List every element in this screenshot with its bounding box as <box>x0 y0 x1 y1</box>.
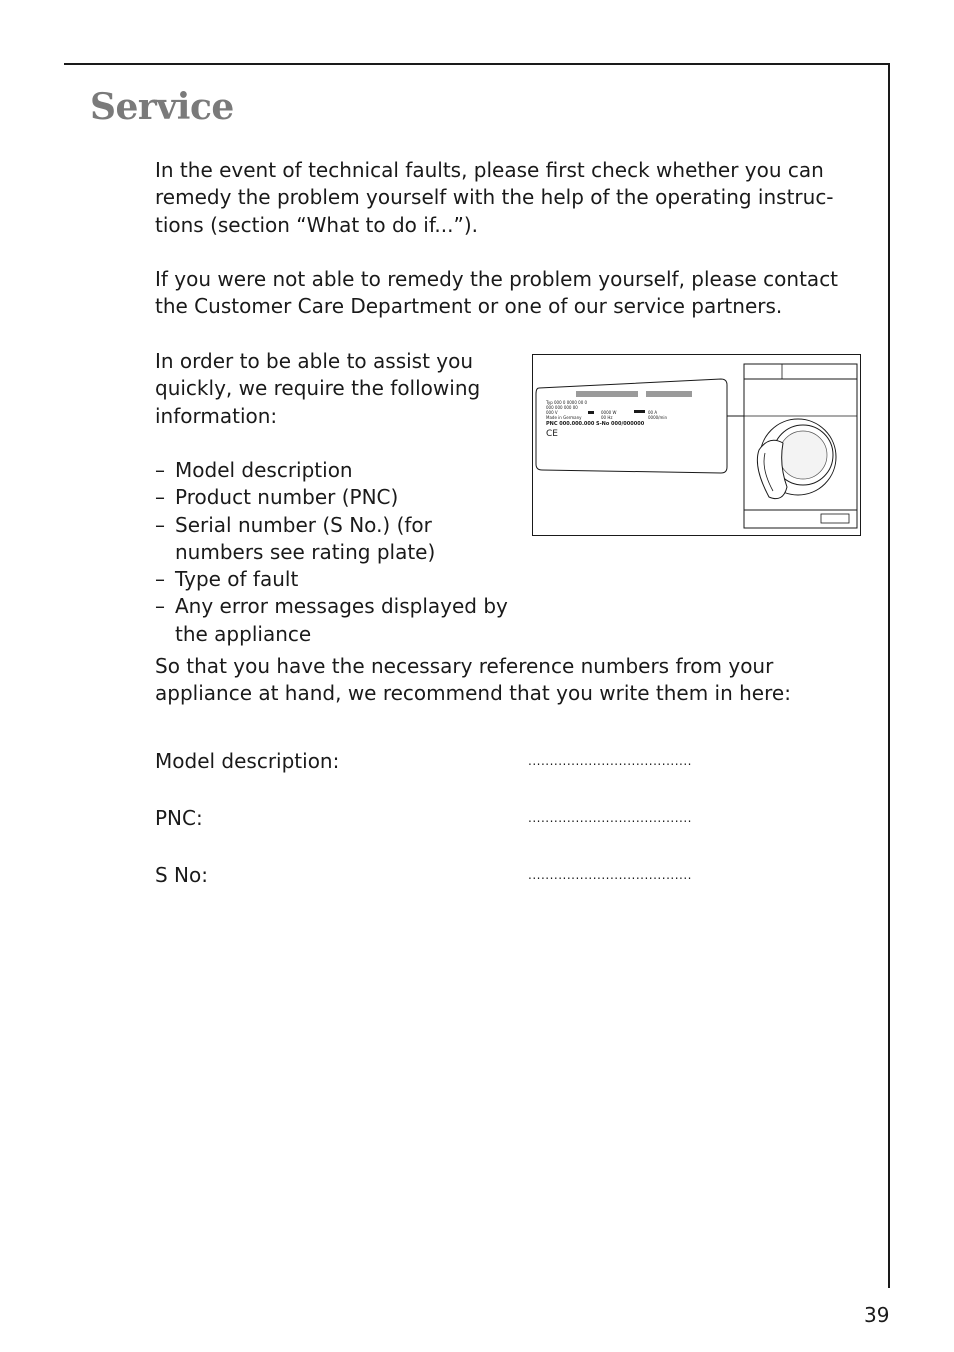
page-title: Service <box>90 86 234 128</box>
model-description-label: Model description: <box>155 749 340 773</box>
plate-text: 00 Hz <box>601 415 613 420</box>
plate-text: 000 V <box>546 410 558 415</box>
plate-text: Made in Germany <box>546 415 582 420</box>
reference-paragraph: So that you have the necessary reference numbers from your appliance at hand, we recommend that you write them in here: <box>155 654 791 706</box>
list-item: – Product number (PNC) <box>155 484 515 511</box>
list-item: – Model description <box>155 457 515 484</box>
door-glass <box>779 431 827 479</box>
plate-text: 000 000 000 00 <box>546 405 578 410</box>
list-item: – Any error messages displayed by the appliance <box>155 593 515 648</box>
top-rule <box>64 63 890 65</box>
intro-paragraph: In the event of technical faults, please first check whether you can remedy the problem yourself with the help of the operating instruc-tions (section “What to do if...”). <box>155 158 834 237</box>
label-bar <box>576 391 638 397</box>
list-item: – Type of fault <box>155 566 515 593</box>
sno-blank: ...................................... <box>528 868 692 882</box>
filter-flap <box>821 514 849 523</box>
plate-sno: S-No 000/000000 <box>596 421 645 427</box>
info-request-paragraph: In order to be able to assist you quickly, we require the following information: <box>155 349 481 428</box>
plate-text: 0000/min <box>648 415 668 420</box>
sno-label: S No: <box>155 863 208 887</box>
page-number: 39 <box>864 1303 890 1327</box>
pnc-label: PNC: <box>155 806 203 830</box>
plate-symbol <box>634 410 645 413</box>
plate-text: 0000 W <box>601 410 617 415</box>
label-bar <box>646 391 692 397</box>
contact-paragraph: If you were not able to remedy the problem yourself, please contact the Customer Care Department or one of our service partners. <box>155 267 839 319</box>
plate-text: 00 A <box>648 410 658 415</box>
rating-plate-illustration <box>533 355 862 537</box>
plate-symbol <box>588 411 594 414</box>
required-info-list <box>155 457 515 648</box>
pnc-blank: ...................................... <box>528 811 692 825</box>
plate-pnc: PNC 000.000.000 <box>546 421 595 427</box>
right-rule <box>888 63 890 1288</box>
rating-plate-figure <box>532 354 861 536</box>
model-description-blank: ...................................... <box>528 754 692 768</box>
ce-mark: CE <box>546 429 558 439</box>
plate-text: Typ 000 0 0000 00 0 <box>546 400 588 405</box>
list-item: – Serial number (S No.) (for numbers see rating plate) <box>155 512 515 567</box>
